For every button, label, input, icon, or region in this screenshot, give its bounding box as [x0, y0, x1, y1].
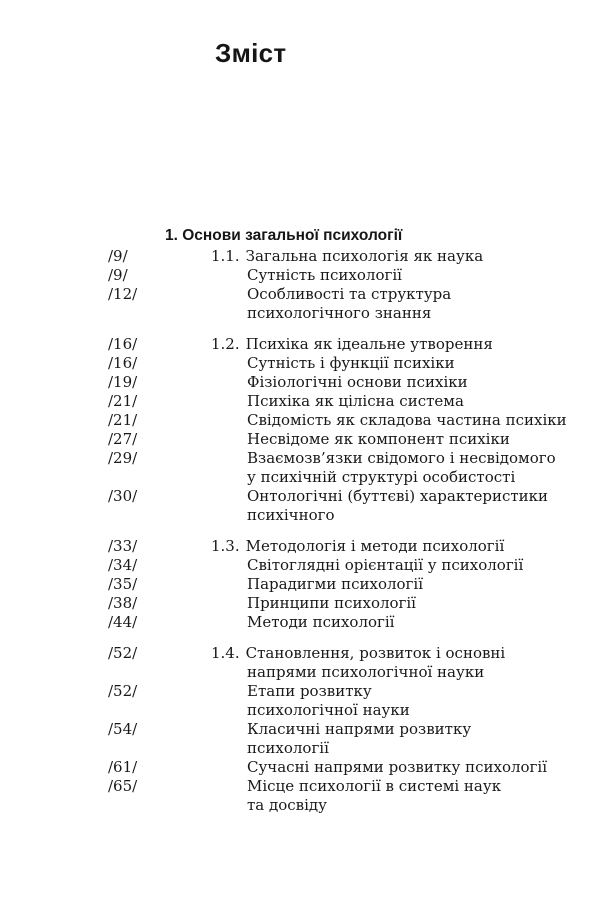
toc-group	[108, 537, 573, 632]
toc-entry	[211, 644, 573, 682]
toc-entry-title: Особливості та структура психологічного знання	[247, 285, 452, 322]
toc-row	[108, 354, 573, 373]
toc-entry	[211, 449, 573, 487]
toc-row	[108, 556, 573, 575]
toc-page-ref: /35/	[108, 575, 138, 593]
toc-row	[108, 682, 573, 720]
toc-entry	[211, 613, 573, 632]
toc-entry-title: Психіка як цілісна система	[247, 392, 464, 410]
toc-entry-title: Методологія і методи психології	[245, 537, 505, 555]
toc-row	[108, 644, 573, 682]
toc-row	[108, 449, 573, 487]
toc-entry-number: 1.2.	[211, 335, 240, 353]
section-heading: 1. Основи загальної психології	[165, 227, 403, 244]
toc-page-ref: /38/	[108, 594, 138, 612]
toc-entry	[211, 594, 573, 613]
toc-entry-title: Методи психології	[247, 613, 395, 631]
toc-entry	[211, 411, 573, 430]
toc-row	[108, 487, 573, 525]
toc-entry-title: Сутність психології	[247, 266, 402, 284]
toc-entry	[211, 392, 573, 411]
toc-page-ref: /52/	[108, 682, 138, 700]
toc-entry	[211, 373, 573, 392]
toc-page-ref: /54/	[108, 720, 138, 738]
toc-row	[108, 777, 573, 815]
toc-row	[108, 247, 573, 266]
toc-row	[108, 430, 573, 449]
toc-entry	[211, 487, 573, 525]
toc-page-ref: /21/	[108, 392, 138, 410]
toc-entry-title: Місце психології в системі наук та досвіду	[247, 777, 502, 814]
toc-entry-title: Сучасні напрями розвитку психології	[247, 758, 547, 776]
toc-page-ref: /29/	[108, 449, 138, 467]
toc-entry-title: Сутність і функції психіки	[247, 354, 455, 372]
toc-row	[108, 594, 573, 613]
toc-entry	[211, 354, 573, 373]
toc-row	[108, 575, 573, 594]
toc-entry-title: Парадигми психології	[247, 575, 423, 593]
toc-row	[108, 335, 573, 354]
toc-entry-title: Онтологічні (буттєві) характеристики психічного	[247, 487, 549, 524]
toc-entry-title: Несвідоме як компонент психіки	[247, 430, 510, 448]
toc-page-ref: /9/	[108, 247, 128, 265]
toc-entry-title: Становлення, розвиток і основні напрями психологічної науки	[245, 644, 506, 681]
toc-entry-title: Фізіологічні основи психіки	[247, 373, 468, 391]
toc-entry-title: Взаємозв’язки свідомого і несвідомого у психічній структурі особистості	[247, 449, 556, 486]
toc-entry	[211, 266, 573, 285]
toc-page-ref: /16/	[108, 335, 138, 353]
toc-group	[108, 247, 573, 323]
toc-group	[108, 644, 573, 815]
page-title: Зміст	[215, 38, 287, 68]
toc-entry-title: Класичні напрями розвитку психології	[247, 720, 472, 757]
toc-row	[108, 373, 573, 392]
toc-page-ref: /16/	[108, 354, 138, 372]
toc-entry-title: Загальна психологія як наука	[245, 247, 484, 265]
toc-page-ref: /9/	[108, 266, 128, 284]
toc-page-ref: /44/	[108, 613, 138, 631]
toc-entry	[211, 556, 573, 575]
toc-row	[108, 537, 573, 556]
toc-entry	[211, 575, 573, 594]
toc-page-ref: /34/	[108, 556, 138, 574]
toc-entry-title: Етапи розвитку психологічної науки	[247, 682, 410, 719]
toc-entry	[211, 758, 573, 777]
toc-row	[108, 613, 573, 632]
toc-entry	[211, 777, 573, 815]
toc-group	[108, 335, 573, 525]
toc-page-ref: /52/	[108, 644, 138, 662]
toc-entry	[211, 285, 573, 323]
toc-entry	[211, 430, 573, 449]
toc-page-ref: /33/	[108, 537, 138, 555]
toc-page-ref: /30/	[108, 487, 138, 505]
toc-entry-number: 1.4.	[211, 644, 240, 662]
table-of-contents	[108, 226, 573, 815]
toc-entry	[211, 720, 573, 758]
toc-row	[108, 266, 573, 285]
toc-page-ref: /61/	[108, 758, 138, 776]
toc-entry-title: Принципи психології	[247, 594, 416, 612]
toc-row	[108, 758, 573, 777]
toc-page-ref: /27/	[108, 430, 138, 448]
toc-row	[108, 411, 573, 430]
toc-row	[108, 392, 573, 411]
toc-page-ref: /12/	[108, 285, 138, 303]
toc-page-ref: /19/	[108, 373, 138, 391]
toc-entry-number: 1.3.	[211, 537, 240, 555]
toc-row	[108, 720, 573, 758]
toc-entry	[211, 537, 573, 556]
toc-page-ref: /21/	[108, 411, 138, 429]
toc-entry-title: Свідомість як складова частина психіки	[247, 411, 567, 429]
toc-entry-title: Психіка як ідеальне утворення	[245, 335, 493, 353]
toc-entry	[211, 335, 573, 354]
toc-entry	[211, 247, 573, 266]
toc-row	[108, 285, 573, 323]
toc-entry-number: 1.1.	[211, 247, 240, 265]
toc-entry	[211, 682, 573, 720]
toc-entry-title: Світоглядні орієнтації у психології	[247, 556, 524, 574]
toc-page-ref: /65/	[108, 777, 138, 795]
